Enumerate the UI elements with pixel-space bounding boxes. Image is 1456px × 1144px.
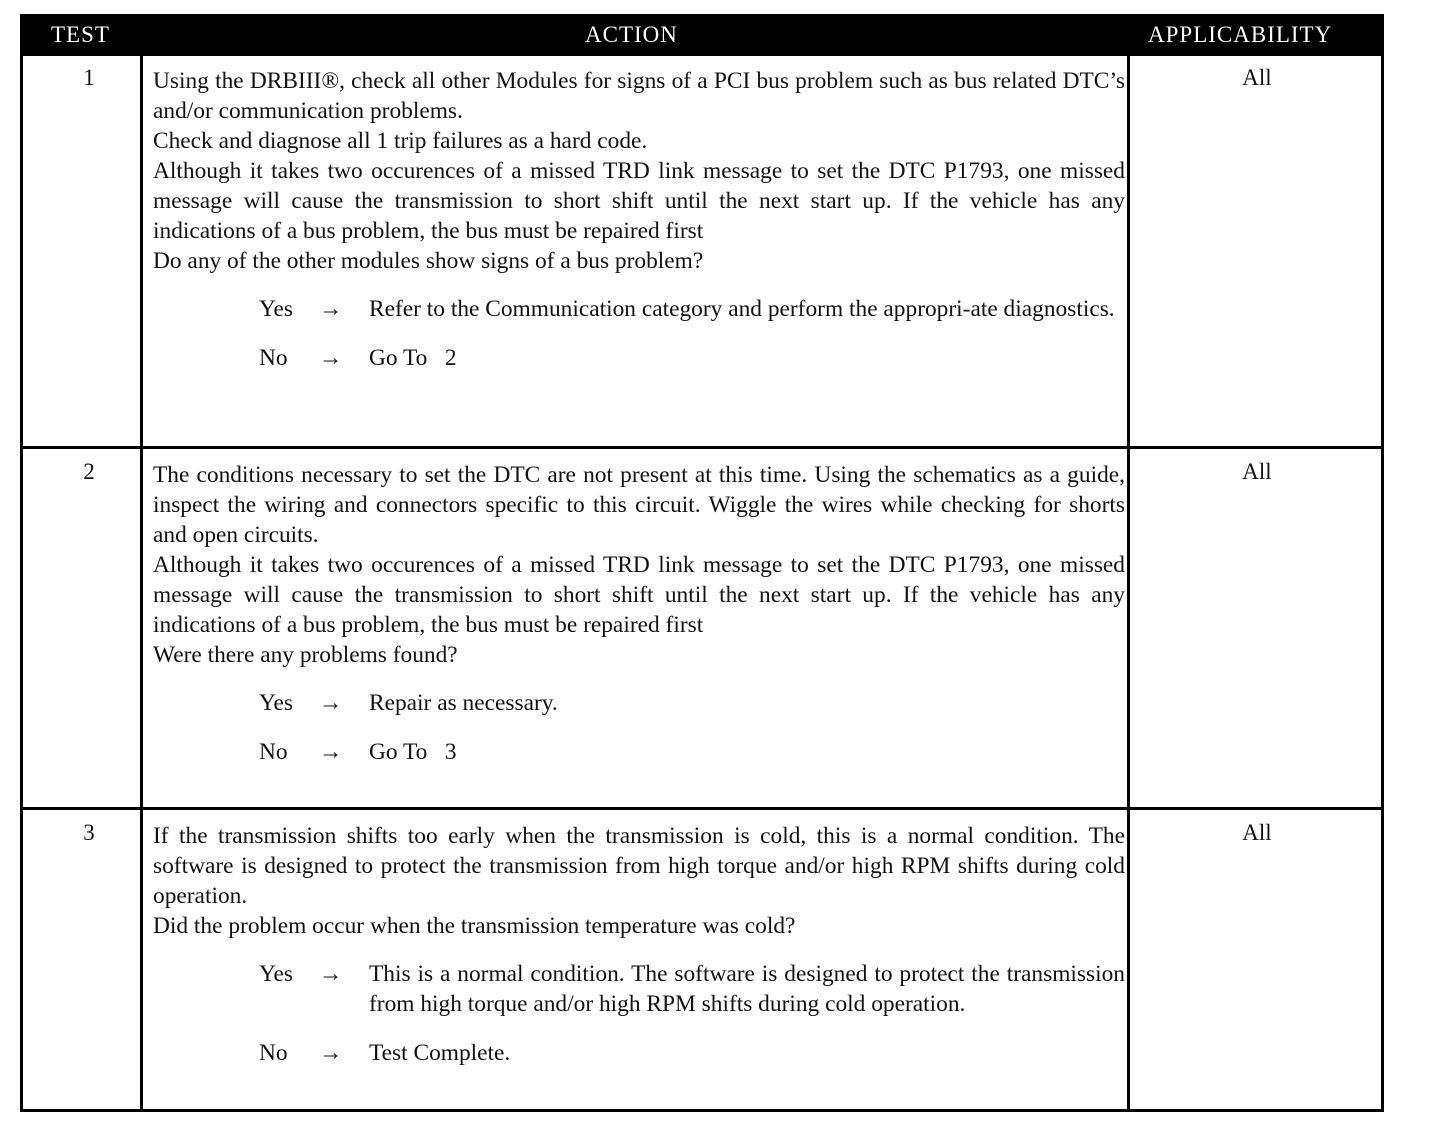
yes-text: Refer to the Communication category and perform the appropri-ate diagnostics. bbox=[369, 296, 1115, 322]
no-label: No bbox=[259, 345, 288, 371]
applicability-value: All bbox=[1242, 65, 1272, 90]
applicability-value: All bbox=[1242, 459, 1272, 484]
action-paragraph: Do any of the other modules show signs of a bus problem? bbox=[153, 248, 704, 274]
no-text: Go To 3 bbox=[369, 739, 457, 765]
yes-label: Yes bbox=[259, 961, 294, 987]
action-paragraph: Did the problem occur when the transmission temperature was cold? bbox=[153, 913, 796, 939]
action-paragraph: The conditions necessary to set the DTC are not present at this time. Using the schematics as a guide, inspect the wiring and connectors specific to this circuit. Wiggle the wires while checking for shorts and open circuits. bbox=[153, 462, 1125, 548]
table-row bbox=[23, 446, 1381, 807]
answer-list bbox=[153, 959, 1125, 1068]
action-cell bbox=[153, 821, 1125, 1087]
action-paragraph: Check and diagnose all 1 trip failures as a hard code. bbox=[153, 128, 648, 154]
header-test: TEST bbox=[51, 22, 110, 47]
action-paragraph: Although it takes two occurences of a missed TRD link message to set the DTC P1793, one missed message will cause the transmission to short shift until the next start up. If the vehicle has any indications of a bus problem, the bus must be repaired first bbox=[153, 158, 1125, 244]
answer-yes bbox=[153, 959, 1125, 1019]
arrow-icon: → bbox=[319, 739, 343, 765]
action-paragraph: Using the DRBIII®, check all other Modules for signs of a PCI bus problem such as bus related DTC’s and/or communication problems. bbox=[153, 68, 1125, 124]
answer-yes bbox=[153, 294, 1125, 324]
answer-list bbox=[153, 294, 1125, 373]
header-action: ACTION bbox=[585, 22, 678, 47]
applicability-value: All bbox=[1242, 820, 1272, 845]
no-label: No bbox=[259, 739, 288, 765]
test-number: 3 bbox=[83, 820, 95, 845]
test-number: 1 bbox=[83, 65, 95, 90]
arrow-icon: → bbox=[319, 1040, 343, 1066]
arrow-icon: → bbox=[319, 961, 343, 987]
answer-no bbox=[153, 737, 1125, 767]
no-label: No bbox=[259, 1040, 288, 1066]
arrow-icon: → bbox=[319, 345, 343, 371]
action-paragraph: Were there any problems found? bbox=[153, 642, 458, 668]
diagnostic-table bbox=[20, 14, 1384, 1112]
yes-text: Repair as necessary. bbox=[369, 690, 558, 716]
arrow-icon: → bbox=[319, 296, 343, 322]
no-text: Test Complete. bbox=[369, 1040, 511, 1066]
yes-text: This is a normal condition. The software is designed to protect the transmission from high torque and/or high RPM shifts during cold operation. bbox=[369, 961, 1125, 1017]
answer-no bbox=[153, 1038, 1125, 1068]
yes-label: Yes bbox=[259, 690, 294, 716]
action-cell bbox=[153, 460, 1125, 786]
header-applicability: APPLICABILITY bbox=[1148, 22, 1333, 47]
answer-yes bbox=[153, 688, 1125, 718]
action-cell bbox=[153, 66, 1125, 392]
no-text: Go To 2 bbox=[369, 345, 457, 371]
table-row bbox=[23, 56, 1381, 446]
table-row bbox=[23, 807, 1381, 1109]
yes-label: Yes bbox=[259, 296, 294, 322]
arrow-icon: → bbox=[319, 690, 343, 716]
table-header bbox=[23, 14, 1381, 56]
test-number: 2 bbox=[83, 459, 95, 484]
answer-list bbox=[153, 688, 1125, 767]
action-paragraph: If the transmission shifts too early when the transmission is cold, this is a normal condition. The software is designed to protect the transmission from high torque and/or high RPM shifts during cold operation. bbox=[153, 823, 1125, 909]
action-paragraph: Although it takes two occurences of a missed TRD link message to set the DTC P1793, one missed message will cause the transmission to short shift until the next start up. If the vehicle has any indications of a bus problem, the bus must be repaired first bbox=[153, 552, 1125, 638]
answer-no bbox=[153, 343, 1125, 373]
